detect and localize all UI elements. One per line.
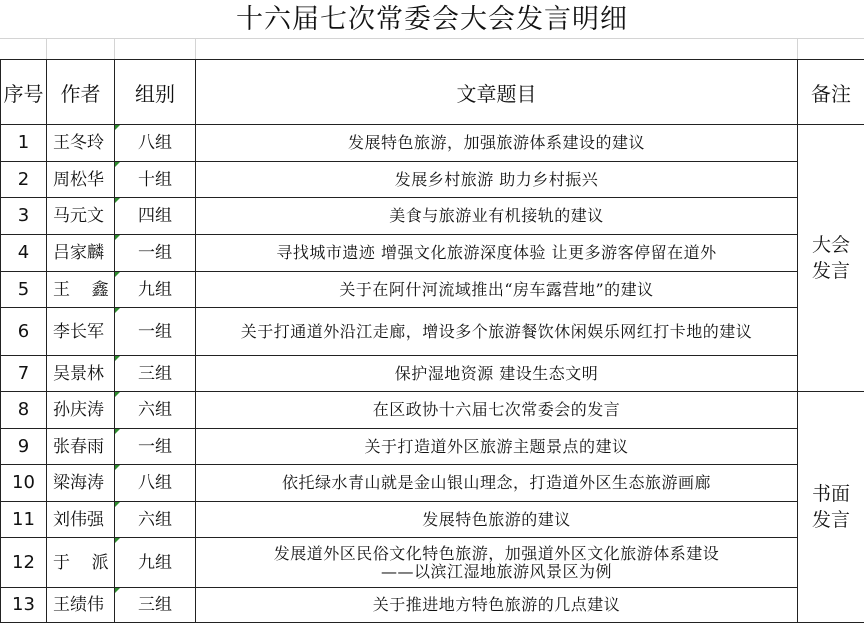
row-topic: 保护湿地资源 建设生态文明 <box>196 356 798 392</box>
table-row <box>1 162 864 198</box>
row-topic: 在区政协十六届七次常委会的发言 <box>196 392 798 429</box>
row-topic: 美食与旅游业有机接轨的建议 <box>196 198 798 235</box>
row-topic-subtitle: ——以滨江湿地旅游风景区为例 <box>380 561 612 581</box>
row-number: 5 <box>1 272 47 308</box>
grid-line <box>195 39 196 59</box>
row-author: 于 派 <box>47 538 115 588</box>
row-number: 8 <box>1 392 47 429</box>
row-group: 一组 <box>115 429 196 465</box>
row-number: 7 <box>1 356 47 392</box>
table-row <box>1 235 864 272</box>
row-group: 三组 <box>115 588 196 623</box>
grid-line <box>46 39 47 59</box>
table-row <box>1 198 864 235</box>
table-row <box>1 588 864 623</box>
row-author: 王 鑫 <box>47 272 115 308</box>
row-group: 九组 <box>115 272 196 308</box>
row-author: 马元文 <box>47 198 115 235</box>
row-number: 2 <box>1 162 47 198</box>
row-topic: 发展特色旅游，加强旅游体系建设的建议 <box>196 125 798 162</box>
row-topic: 关于推进地方特色旅游的几点建议 <box>196 588 798 623</box>
row-number: 6 <box>1 308 47 356</box>
row-group: 一组 <box>115 235 196 272</box>
row-topic: 依托绿水青山就是金山银山理念，打造道外区生态旅游画廊 <box>196 465 798 502</box>
table-row <box>1 429 864 465</box>
row-group: 一组 <box>115 308 196 356</box>
row-author: 刘伟强 <box>47 502 115 538</box>
row-topic: 寻找城市遗迹 增强文化旅游深度体验 让更多游客停留在道外 <box>196 235 798 272</box>
row-group: 六组 <box>115 392 196 429</box>
header-topic: 文章题目 <box>196 60 798 125</box>
grid-line <box>114 39 115 59</box>
row-author: 王冬玲 <box>47 125 115 162</box>
row-number: 11 <box>1 502 47 538</box>
row-number: 10 <box>1 465 47 502</box>
speech-table <box>0 59 864 623</box>
row-number: 12 <box>1 538 47 588</box>
table-row <box>1 502 864 538</box>
row-number: 4 <box>1 235 47 272</box>
row-group: 三组 <box>115 356 196 392</box>
grid-line <box>797 39 798 59</box>
row-number: 1 <box>1 125 47 162</box>
row-author: 周松华 <box>47 162 115 198</box>
table-row <box>1 538 864 588</box>
row-author: 吴景林 <box>47 356 115 392</box>
row-author: 梁海涛 <box>47 465 115 502</box>
row-number: 3 <box>1 198 47 235</box>
header-group: 组别 <box>115 60 196 125</box>
row-author: 吕家麟 <box>47 235 115 272</box>
row-topic: 发展乡村旅游 助力乡村振兴 <box>196 162 798 198</box>
row-topic: 关于打造道外区旅游主题景点的建议 <box>196 429 798 465</box>
remark-written: 书面 发言 <box>798 392 864 623</box>
row-number: 9 <box>1 429 47 465</box>
row-number: 13 <box>1 588 47 623</box>
header-seq: 序号 <box>1 60 47 125</box>
row-author: 孙庆涛 <box>47 392 115 429</box>
row-topic-cell <box>196 538 798 588</box>
row-topic: 发展道外区民俗文化特色旅游，加强道外区文化旅游体系建设 <box>273 543 720 563</box>
table-row <box>1 125 864 162</box>
row-group: 四组 <box>115 198 196 235</box>
row-group: 十组 <box>115 162 196 198</box>
row-group: 八组 <box>115 465 196 502</box>
page-title: 十六届七次常委会大会发言明细 <box>236 4 628 35</box>
row-author: 王绩伟 <box>47 588 115 623</box>
spacer-row <box>0 38 864 59</box>
table-row <box>1 392 864 429</box>
row-topic: 发展特色旅游的建议 <box>196 502 798 538</box>
row-group: 九组 <box>115 538 196 588</box>
table-row <box>1 272 864 308</box>
table-row <box>1 465 864 502</box>
header-remark: 备注 <box>798 60 864 125</box>
row-group: 八组 <box>115 125 196 162</box>
remark-oral: 大会 发言 <box>798 125 864 392</box>
row-topic: 关于打通道外沿江走廊，增设多个旅游餐饮休闲娱乐网红打卡地的建议 <box>196 308 798 356</box>
row-author: 李长军 <box>47 308 115 356</box>
row-author: 张春雨 <box>47 429 115 465</box>
header-author: 作者 <box>47 60 115 125</box>
header-row <box>1 60 864 125</box>
table-row <box>1 308 864 356</box>
table-row <box>1 356 864 392</box>
row-group: 六组 <box>115 502 196 538</box>
row-topic: 关于在阿什河流域推出“房车露营地”的建议 <box>196 272 798 308</box>
